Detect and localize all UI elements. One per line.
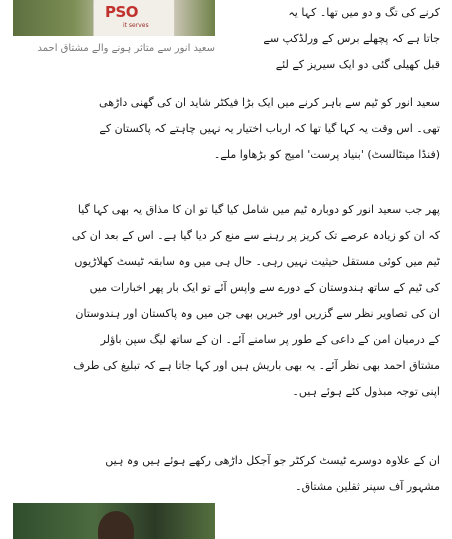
player-photo-top xyxy=(13,0,215,36)
text-line: پھر جب سعید انور کو دوبارہ ٹیم میں شامل کیا گیا تو ان کا مذاق یہ بھی کہا گیا xyxy=(77,203,440,216)
text-line: کہ ان کو زیادہ عرصے تک کریز پر رہنے سے منع کر دیا گیا ہے۔ اس کے بعد ان کی xyxy=(71,229,440,242)
text-line: مشتاق احمد بھی نظر آئے۔ یہ بھی باریش ہیں اور کہا جاتا ہے کہ تبلیغ کی طرف xyxy=(73,359,440,372)
player-photo-bottom xyxy=(13,503,215,539)
article-paragraph-1-rest xyxy=(12,90,440,168)
text-line: ان کے علاوہ دوسرے ٹیسٹ کرکٹر جو آجکل داڑھی رکھے ہوئے ہیں وہ ہیں xyxy=(105,454,440,467)
photo-caption: سعید انور سے متاثر ہونے والے مشتاق احمد xyxy=(37,43,215,54)
sponsor-logo-sub: it serves xyxy=(123,22,149,29)
text-line: (فنڈا مینٹالسٹ) 'بنیاد پرست' امیج کو بڑھاوا ملے۔ xyxy=(213,148,440,161)
article-paragraph-3 xyxy=(12,448,440,500)
text-line: کرنے کی تگ و دو میں تھا۔ کہا یہ xyxy=(288,6,440,19)
text-line: کی ٹیم کے ساتھ ہندوستان کے دورے سے واپس آئے تو ایک بار پھر اخبارات میں xyxy=(89,281,440,294)
text-line: قبل کھیلی گئی دو ایک سیریز کے لئے xyxy=(275,58,440,71)
text-line: ان کی تصاویر نظر سے گزریں اور خبریں بھی جن میں وہ پاکستان اور ہندوستان xyxy=(75,307,440,320)
article-paragraph-2 xyxy=(12,197,440,405)
text-line: جاتا ہے کہ پچھلے برس کے ورلڈکپ سے xyxy=(263,32,440,45)
text-line: اپنی توجہ مبذول کئے ہوئے ہیں۔ xyxy=(292,385,440,398)
text-line: سعید انور کو ٹیم سے باہر کرنے میں ایک بڑا فیکٹر شاید ان کی گھنی داڑھی xyxy=(99,96,440,109)
text-line: ٹیم میں کوئی مستقل حیثیت نہیں رہی۔ حال ہی میں وہ سابقہ ٹیسٹ کھلاڑیوں xyxy=(74,255,440,268)
text-line: مشہور آف سپنر ثقلین مشتاق۔ xyxy=(295,480,440,493)
sponsor-logo: PSO xyxy=(105,3,139,21)
text-line: تھی۔ اس وقت یہ کہا گیا تھا کہ ارباب اختیار یہ نہیں چاہتے کہ پاکستان کے xyxy=(99,122,440,135)
article-paragraph-1-top xyxy=(222,0,440,78)
text-line: کے درمیان امن کے داعی کے طور پر سامنے آئے۔ ان کے ساتھ لیگ سپن باؤلر xyxy=(100,333,440,346)
